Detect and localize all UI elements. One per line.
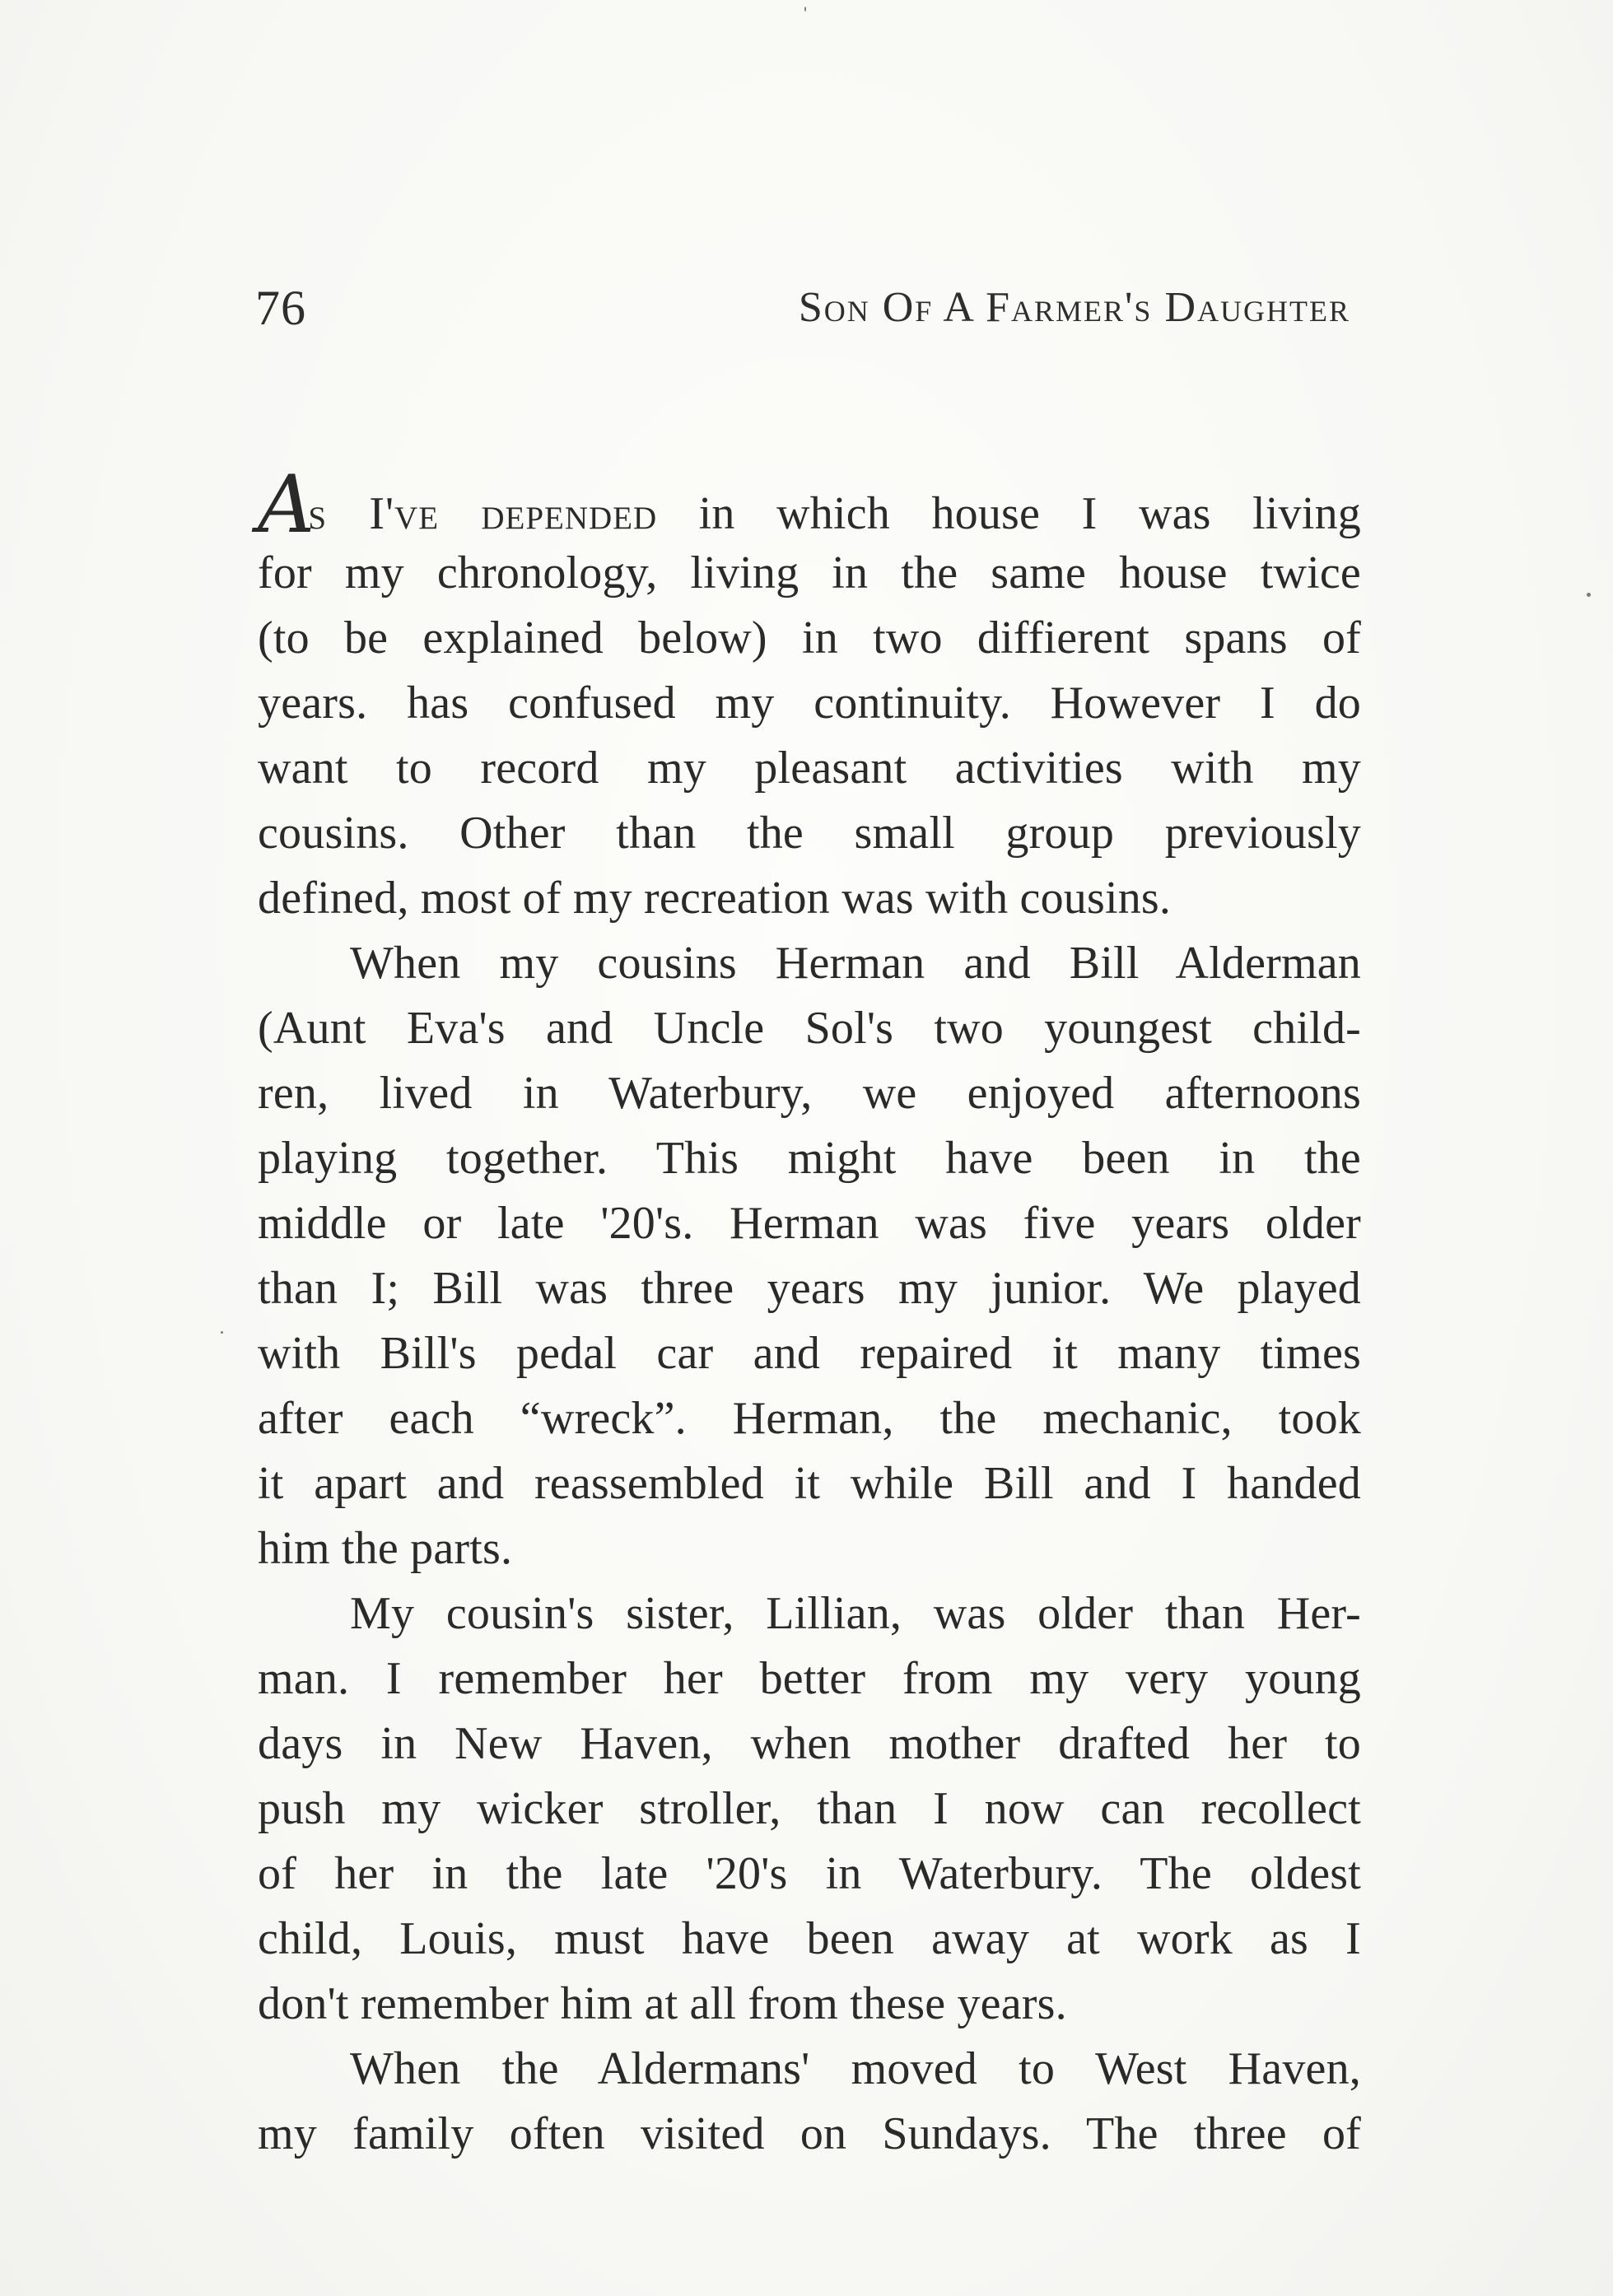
text-line: for my chronology, living in the same house twice bbox=[258, 547, 1361, 598]
text-line: after each “wreck”. Herman, the mechanic, took bbox=[258, 1393, 1361, 1444]
text-line-paragraph-start: When the Aldermans' moved to West Haven, bbox=[350, 2043, 1361, 2094]
text-line: with Bill's pedal car and repaired it many times bbox=[258, 1328, 1361, 1379]
text-line: middle or late '20's. Herman was five years older bbox=[258, 1198, 1361, 1249]
page-number: 76 bbox=[255, 281, 306, 335]
paper-speck bbox=[221, 1331, 223, 1334]
text-line: defined, most of my recreation was with cousins. bbox=[258, 873, 1172, 924]
drop-cap: A bbox=[258, 459, 314, 551]
text-line: than I; Bill was three years my junior. We played bbox=[258, 1263, 1361, 1314]
small-caps-lead: s I've depended bbox=[308, 488, 658, 539]
opening-line-rest: in which house I was living bbox=[657, 488, 1362, 539]
text-line: days in New Haven, when mother drafted her to bbox=[258, 1718, 1361, 1769]
text-line: my family often visited on Sundays. The three of bbox=[258, 2108, 1361, 2159]
text-line: child, Louis, must have been away at work as I bbox=[258, 1913, 1361, 1964]
text-line-opening bbox=[258, 459, 1362, 551]
text-line-paragraph-start: When my cousins Herman and Bill Alderman bbox=[350, 938, 1361, 989]
text-line: of her in the late '20's in Waterbury. The oldest bbox=[258, 1848, 1361, 1899]
text-line-paragraph-start: My cousin's sister, Lillian, was older than Her- bbox=[350, 1588, 1361, 1639]
paper-speck bbox=[804, 7, 806, 12]
body-text bbox=[258, 459, 1362, 2167]
paper-speck bbox=[1587, 593, 1591, 597]
text-line: playing together. This might have been in the bbox=[258, 1133, 1361, 1184]
text-line: (Aunt Eva's and Uncle Sol's two youngest child- bbox=[258, 1003, 1361, 1054]
text-line: him the parts. bbox=[258, 1523, 513, 1574]
text-line: cousins. Other than the small group previously bbox=[258, 808, 1361, 859]
running-head bbox=[255, 275, 1350, 341]
text-line: don't remember him at all from these years. bbox=[258, 1978, 1067, 2029]
text-line: years. has confused my continuity. However I do bbox=[258, 678, 1361, 729]
text-line: ren, lived in Waterbury, we enjoyed afternoons bbox=[258, 1068, 1361, 1119]
book-title: Son Of A Farmer's Daughter bbox=[798, 284, 1350, 331]
text-line: want to record my pleasant activities with my bbox=[258, 743, 1361, 794]
text-line: push my wicker stroller, than I now can recollect bbox=[258, 1783, 1361, 1834]
text-line: (to be explained below) in two diffierent spans of bbox=[258, 612, 1361, 664]
text-line: it apart and reassembled it while Bill and I handed bbox=[258, 1458, 1361, 1509]
text-line: man. I remember her better from my very young bbox=[258, 1653, 1361, 1704]
